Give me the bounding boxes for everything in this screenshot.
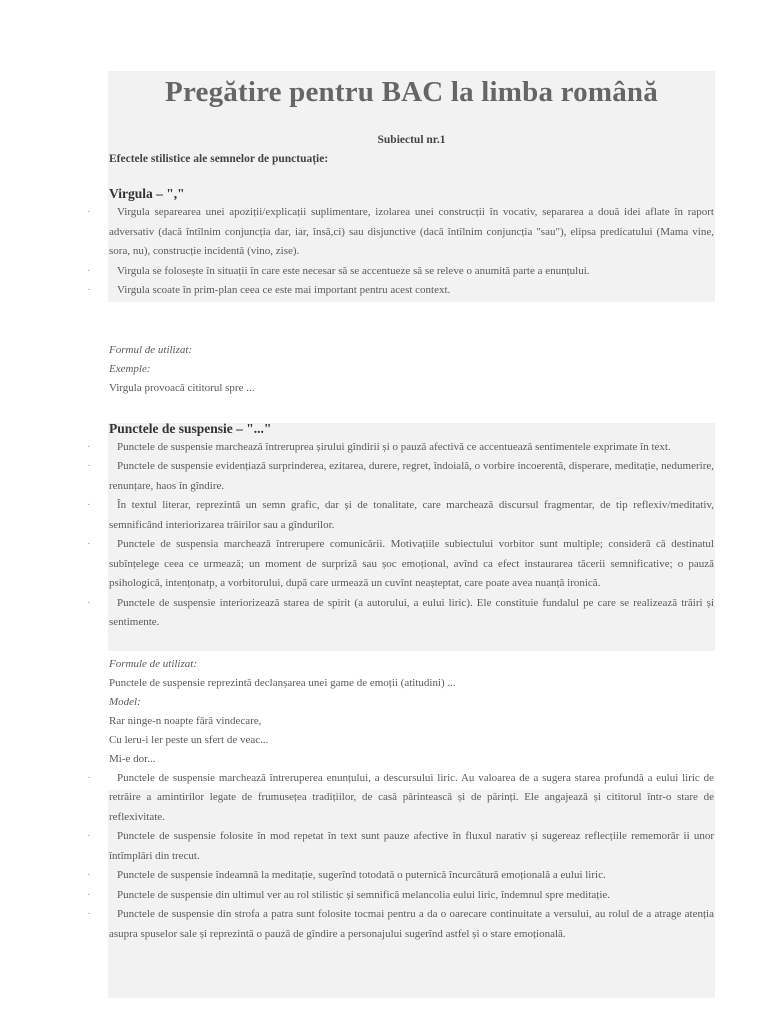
list-item: · Virgula separearea unei apoziții/explicații suplimentare, izolarea unei construcții în vocativ, separarea a două idei aflate în raport adversativ (dacă întîlnim conjuncția dar, iar, însă,ci) sau disjunctive (dacă întîlnim conjuncția "sau"), elipsa predicatului (Mama vine, sora, nu), construcție incidentă (vino, zise). [109,203,714,262]
section-heading-virgula: Virgula – "," [109,186,185,201]
puncte-bullet-list [109,438,714,633]
formula-label: Formul de utilizat: [109,343,193,356]
formule-text: Punctele de suspensie reprezintă declanșarea unei game de emoții (atitudini) ... [109,676,456,689]
page-title: Pregătire pentru BAC la limba română [165,76,658,108]
model-line: Mi-e dor... [109,752,156,765]
document-content [109,72,714,944]
puncte-analysis-list [109,769,714,945]
list-item: · Punctele de suspensie interiorizează starea de spirit (a autorului, a eului liric). Ele constituie fundalul pe care se realizează trăiri și sentimente. [109,594,714,633]
subject-heading: Subiectul nr.1 [377,134,446,146]
model-label: Model: [109,695,141,708]
intro-heading: Efectele stilistice ale semnelor de punctuație: [109,153,329,165]
virgula-bullet-list [109,203,714,301]
section-heading-puncte: Punctele de suspensie – "..." [109,420,272,436]
list-item: · Punctele de suspensia marchează întrerupere comunicării. Motivațiile subiectului vorbitor sunt multiple; consideră că destinatul subînțelege ceea ce urmează; un moment de surpriză sau șoc emoțional, avînd ca efect instaurarea tăcerii semnificative; o pauză psihologică, intențonatp, a vorbitorului, după care urmează un cuvînt neașteptat, care poate avea nuanță ironică. [109,535,714,594]
list-item: · Virgula se folosește în situații în care este necesar să se accentueze să se releve o anumită parte a enunțului. [109,262,714,282]
example-text: Virgula provoacă cititorul spre ... [109,381,255,394]
list-item: · Punctele de suspensie folosite în mod repetat în text sunt pauze afective în fluxul narativ și sugereaz reflecțiile rememorăr ii unor întîmplări din trecut. [109,827,714,866]
list-item: · În textul literar, reprezintă un semn grafic, dar și de tonalitate, care marchează discursul fragmentar, de tip reflexiv/meditativ, semnificând interiorizarea trăirilor sau a gîndurilor. [109,496,714,535]
example-label: Exemple: [109,362,151,375]
list-item: · Punctele de suspensie îndeamnă la meditație, sugerînd totodată o puternică încurcătură emoțională a eului liric. [109,866,714,886]
list-item: · Punctele de suspensie din strofa a patra sunt folosite tocmai pentru a da o oarecare continuitate a versului, au rolul de a atrage atenția asupra spuselor sale și reprezintă o pauză de gîndire a personajului sugerînd astfel și o stare emoțională. [109,905,714,944]
list-item: · Punctele de suspensie marchează întreruperea enunțului, a descursului liric. Au valoarea de a sugera starea profundă a eului liric de retrăire a amintirilor legate de frumusețea tradițiilor, de casă părintească și de părinți. Ele angajează și cititorul într-o stare de reflexivitate. [109,769,714,828]
formule-label: Formule de utilizat: [109,657,197,670]
list-item: · Virgula scoate în prim-plan ceea ce este mai important pentru acest context. [109,281,714,301]
list-item: · Punctele de suspensie evidențiază surprinderea, ezitarea, durere, regret, îndoială, o vorbire incoerentă, disperare, meditație, nedumerire, renunțare, haos în gîndire. [109,457,714,496]
list-item: · Punctele de suspensie din ultimul ver au rol stilistic și semnifică melancolia eului liric, îndemnul spre meditație. [109,886,714,906]
model-line: Cu leru-i ler peste un sfert de veac... [109,733,269,746]
list-item: · Punctele de suspensie marchează întreruprea șirului gîndirii și o pauză afectivă ce accentuează sentimentele exprimate în text. [109,438,714,458]
model-line: Rar ninge-n noapte fără vindecare, [109,714,262,727]
